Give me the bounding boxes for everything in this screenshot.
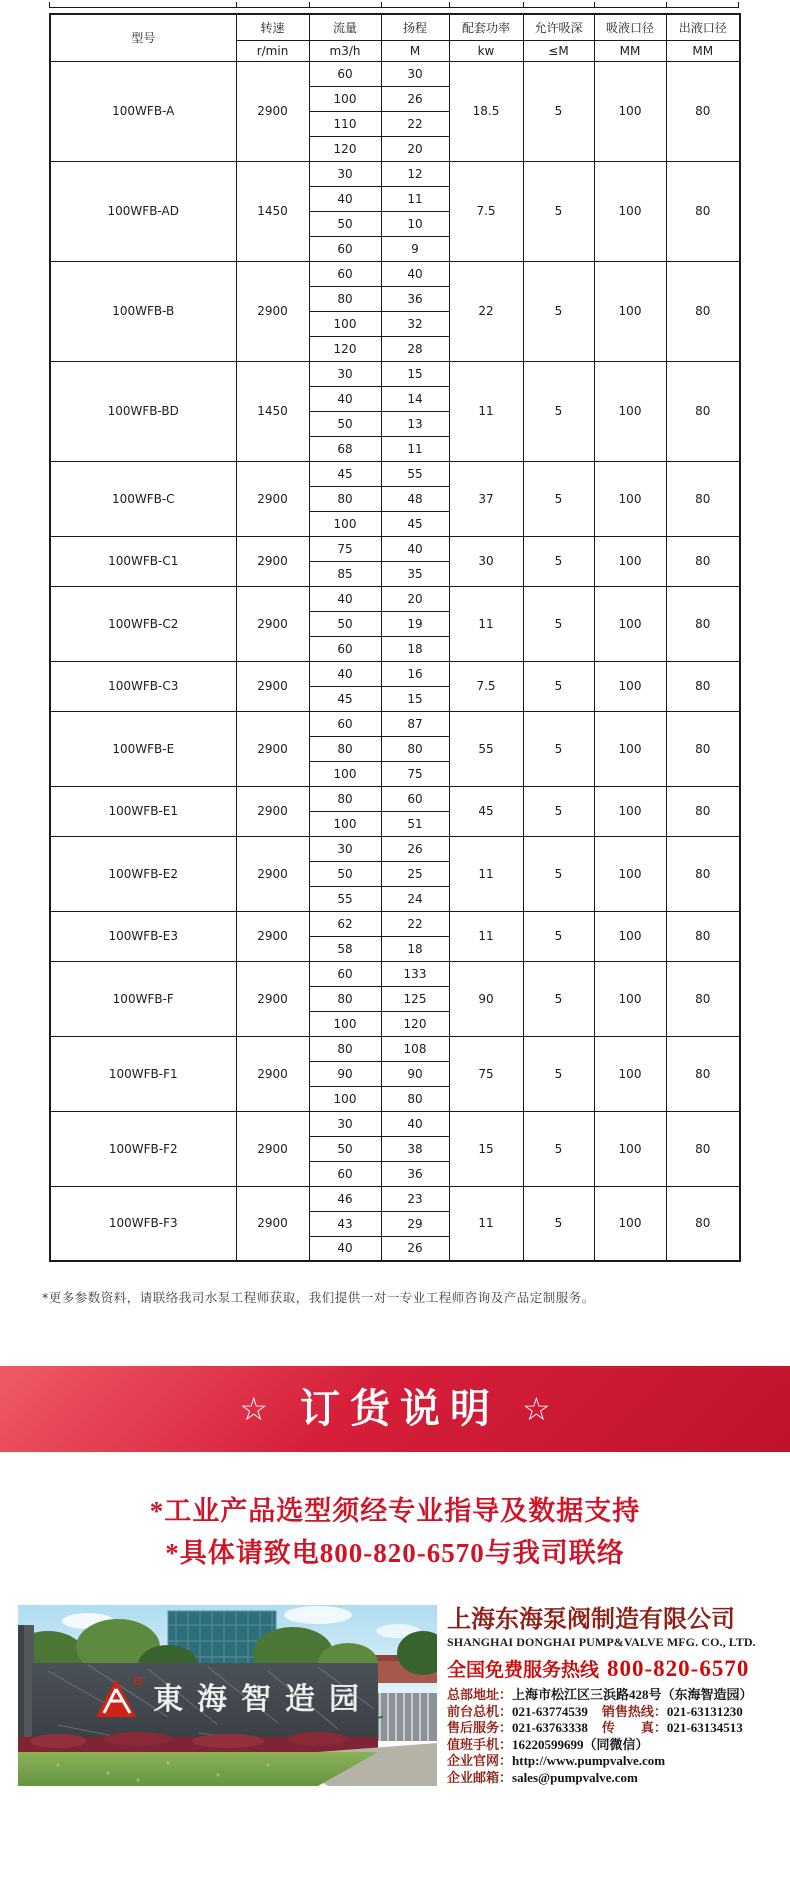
flow-cell: 40 (309, 586, 381, 611)
head-cell: 40 (381, 1111, 449, 1136)
star-icon: ☆ (239, 1390, 268, 1428)
flow-cell: 90 (309, 1061, 381, 1086)
model-cell: 100WFB-F3 (50, 1186, 236, 1261)
flow-cell: 80 (309, 1036, 381, 1061)
contact-label: 售后服务： (447, 1720, 513, 1735)
speed-cell: 2900 (236, 961, 309, 1036)
speed-cell: 2900 (236, 461, 309, 536)
divider (381, 2, 382, 7)
outlet-cell: 80 (666, 61, 740, 161)
divider (236, 2, 237, 7)
flow-cell: 62 (309, 911, 381, 936)
flow-cell: 80 (309, 486, 381, 511)
power-cell: 75 (449, 1036, 523, 1111)
outlet-cell: 80 (666, 1111, 740, 1186)
head-cell: 45 (381, 511, 449, 536)
model-cell: 100WFB-E (50, 711, 236, 786)
outlet-cell: 80 (666, 836, 740, 911)
photo-fence (376, 1693, 437, 1741)
contact-label: 值班手机： (447, 1736, 513, 1752)
suction-cell: 5 (523, 1111, 594, 1186)
inlet-cell: 100 (594, 586, 666, 661)
speed-cell: 2900 (236, 1186, 309, 1261)
col-header-inlet: 吸液口径 (594, 14, 666, 40)
hotline (447, 1655, 777, 1682)
model-cell: 100WFB-E1 (50, 786, 236, 836)
hotline-number: 800-820-6570 (607, 1656, 750, 1681)
head-cell: 26 (381, 1236, 449, 1261)
contact-pair (602, 1704, 743, 1719)
header-row-names (50, 14, 740, 40)
table-row (50, 661, 740, 686)
speed-cell: 2900 (236, 1111, 309, 1186)
flow-cell: 60 (309, 1161, 381, 1186)
contact-label: 企业邮箱： (447, 1769, 513, 1785)
model-cell: 100WFB-AD (50, 161, 236, 261)
sign-text: 東海智造园 (153, 1682, 373, 1717)
head-cell: 35 (381, 561, 449, 586)
outlet-cell: 80 (666, 361, 740, 461)
power-cell: 22 (449, 261, 523, 361)
flow-cell: 45 (309, 686, 381, 711)
flow-cell: 80 (309, 736, 381, 761)
divider (523, 2, 524, 7)
head-cell: 16 (381, 661, 449, 686)
head-cell: 24 (381, 886, 449, 911)
head-cell: 20 (381, 586, 449, 611)
model-cell: 100WFB-B (50, 261, 236, 361)
flow-cell: 30 (309, 1111, 381, 1136)
outlet-cell: 80 (666, 1036, 740, 1111)
head-cell: 18 (381, 636, 449, 661)
head-cell: 20 (381, 136, 449, 161)
head-cell: 9 (381, 236, 449, 261)
head-cell: 15 (381, 686, 449, 711)
table-row (50, 261, 740, 286)
company-name-en: SHANGHAI DONGHAI PUMP&VALVE MFG. CO., LTD. (447, 1635, 756, 1649)
contact-line (447, 1753, 777, 1770)
head-cell: 90 (381, 1061, 449, 1086)
outlet-cell: 80 (666, 261, 740, 361)
contact-line (447, 1720, 777, 1737)
suction-cell: 5 (523, 661, 594, 711)
flow-cell: 40 (309, 186, 381, 211)
contact-line (447, 1770, 777, 1787)
outlet-cell: 80 (666, 786, 740, 836)
head-cell: 14 (381, 386, 449, 411)
table-row (50, 836, 740, 861)
suction-cell: 5 (523, 961, 594, 1036)
head-cell: 15 (381, 361, 449, 386)
company-name-cn: 上海东海泵阀制造有限公司 (447, 1607, 735, 1633)
contact-line (447, 1687, 777, 1704)
unit-outlet: MM (666, 40, 740, 61)
suction-cell: 5 (523, 61, 594, 161)
photo-sign-wall (32, 1663, 378, 1743)
power-cell: 55 (449, 711, 523, 786)
model-cell: 100WFB-C1 (50, 536, 236, 586)
speed-cell: 2900 (236, 836, 309, 911)
suction-cell: 5 (523, 1036, 594, 1111)
flow-cell: 46 (309, 1186, 381, 1211)
head-cell: 22 (381, 111, 449, 136)
model-cell: 100WFB-F2 (50, 1111, 236, 1186)
power-cell: 18.5 (449, 61, 523, 161)
flow-cell: 40 (309, 386, 381, 411)
power-cell: 11 (449, 586, 523, 661)
power-cell: 11 (449, 911, 523, 961)
flow-cell: 60 (309, 636, 381, 661)
head-cell: 18 (381, 936, 449, 961)
flow-cell: 75 (309, 536, 381, 561)
contact-value: 021-63763338 (512, 1720, 588, 1735)
speed-cell: 2900 (236, 711, 309, 786)
inlet-cell: 100 (594, 711, 666, 786)
head-cell: 38 (381, 1136, 449, 1161)
inlet-cell: 100 (594, 836, 666, 911)
flow-cell: 80 (309, 986, 381, 1011)
power-cell: 90 (449, 961, 523, 1036)
inlet-cell: 100 (594, 461, 666, 536)
hotline-label: 全国免费服务热线 (447, 1660, 600, 1681)
power-cell: 7.5 (449, 661, 523, 711)
divider (666, 2, 667, 7)
head-cell: 133 (381, 961, 449, 986)
suction-cell: 5 (523, 536, 594, 586)
inlet-cell: 100 (594, 961, 666, 1036)
head-cell: 36 (381, 286, 449, 311)
table-row (50, 536, 740, 561)
head-cell: 120 (381, 1011, 449, 1036)
flow-cell: 43 (309, 1211, 381, 1236)
unit-head: M (381, 40, 449, 61)
head-cell: 108 (381, 1036, 449, 1061)
head-cell: 11 (381, 186, 449, 211)
outlet-cell: 80 (666, 461, 740, 536)
col-header-suction: 允许吸深 (523, 14, 594, 40)
head-cell: 80 (381, 1086, 449, 1111)
col-header-model: 型号 (50, 14, 236, 61)
flow-cell: 100 (309, 761, 381, 786)
speed-cell: 2900 (236, 261, 309, 361)
footnote: *更多参数资料，请联络我司水泵工程师获取，我们提供一对一专业工程师咨询及产品定制服务。 (42, 1290, 595, 1305)
suction-cell: 5 (523, 711, 594, 786)
flow-cell: 100 (309, 311, 381, 336)
table-row (50, 586, 740, 611)
head-cell: 26 (381, 836, 449, 861)
col-header-power: 配套功率 (449, 14, 523, 40)
company-info (447, 1605, 777, 1786)
head-cell: 125 (381, 986, 449, 1011)
contact-value: sales@pumpvalve.com (512, 1769, 638, 1785)
outlet-cell: 80 (666, 586, 740, 661)
table-row (50, 161, 740, 186)
head-cell: 87 (381, 711, 449, 736)
head-cell: 11 (381, 436, 449, 461)
inlet-cell: 100 (594, 61, 666, 161)
table-row (50, 961, 740, 986)
contact-list (447, 1687, 777, 1786)
unit-speed: r/min (236, 40, 309, 61)
model-cell: 100WFB-C (50, 461, 236, 536)
flow-cell: 68 (309, 436, 381, 461)
head-cell: 28 (381, 336, 449, 361)
flow-cell: 100 (309, 511, 381, 536)
notice-block (0, 1496, 790, 1568)
flow-cell: 100 (309, 1086, 381, 1111)
flow-cell: 120 (309, 136, 381, 161)
outlet-cell: 80 (666, 661, 740, 711)
head-cell: 32 (381, 311, 449, 336)
suction-cell: 5 (523, 836, 594, 911)
speed-cell: 1450 (236, 361, 309, 461)
model-cell: 100WFB-BD (50, 361, 236, 461)
suction-cell: 5 (523, 161, 594, 261)
table-row (50, 361, 740, 386)
model-cell: 100WFB-E3 (50, 911, 236, 961)
inlet-cell: 100 (594, 1036, 666, 1111)
flow-cell: 40 (309, 661, 381, 686)
suction-cell: 5 (523, 1186, 594, 1261)
inlet-cell: 100 (594, 536, 666, 586)
contact-label: 总部地址： (447, 1687, 513, 1702)
model-cell: 100WFB-F1 (50, 1036, 236, 1111)
contact-value: http://www.pumpvalve.com (512, 1753, 666, 1768)
head-cell: 22 (381, 911, 449, 936)
speed-cell: 2900 (236, 786, 309, 836)
col-header-outlet: 出液口径 (666, 14, 740, 40)
suction-cell: 5 (523, 786, 594, 836)
spec-table-body (50, 61, 740, 1261)
head-cell: 25 (381, 861, 449, 886)
outlet-cell: 80 (666, 911, 740, 961)
outlet-cell: 80 (666, 1186, 740, 1261)
flow-cell: 50 (309, 861, 381, 886)
col-header-flow: 流量 (309, 14, 381, 40)
power-cell: 11 (449, 1186, 523, 1261)
notice-line: *具体请致电800-820-6570与我司联络 (165, 1538, 625, 1568)
head-cell: 23 (381, 1186, 449, 1211)
speed-cell: 2900 (236, 586, 309, 661)
inlet-cell: 100 (594, 1111, 666, 1186)
contact-pair (447, 1720, 588, 1735)
inlet-cell: 100 (594, 786, 666, 836)
contact-label: 前台总机： (447, 1703, 513, 1719)
company-entrance-photo (18, 1605, 437, 1786)
suction-cell: 5 (523, 261, 594, 361)
flow-cell: 50 (309, 411, 381, 436)
head-cell: 36 (381, 1161, 449, 1186)
contact-pair (447, 1737, 649, 1752)
table-row (50, 61, 740, 86)
flow-cell: 60 (309, 61, 381, 86)
power-cell: 15 (449, 1111, 523, 1186)
contact-pair (447, 1704, 588, 1719)
model-cell: 100WFB-A (50, 61, 236, 161)
table-row (50, 786, 740, 811)
power-cell: 45 (449, 786, 523, 836)
speed-cell: 2900 (236, 61, 309, 161)
table-row (50, 1186, 740, 1211)
contact-line (447, 1704, 777, 1721)
contact-pair (447, 1753, 665, 1768)
contact-line (447, 1737, 777, 1754)
outlet-cell: 80 (666, 161, 740, 261)
col-header-head: 扬程 (381, 14, 449, 40)
unit-flow: m3/h (309, 40, 381, 61)
model-cell: 100WFB-F (50, 961, 236, 1036)
unit-inlet: MM (594, 40, 666, 61)
speed-cell: 2900 (236, 661, 309, 711)
power-cell: 11 (449, 361, 523, 461)
divider (309, 2, 310, 7)
photo-lawn (18, 1752, 378, 1786)
table-row (50, 1111, 740, 1136)
head-cell: 12 (381, 161, 449, 186)
flow-cell: 50 (309, 1136, 381, 1161)
head-cell: 30 (381, 61, 449, 86)
unit-power: kw (449, 40, 523, 61)
flow-cell: 45 (309, 461, 381, 486)
flow-cell: 110 (309, 111, 381, 136)
flow-cell: 40 (309, 1236, 381, 1261)
flow-cell: 100 (309, 86, 381, 111)
table-row (50, 1036, 740, 1061)
speed-cell: 1450 (236, 161, 309, 261)
contact-value: 021-63131230 (666, 1703, 743, 1719)
contact-label: 传 真： (601, 1720, 667, 1735)
inlet-cell: 100 (594, 1186, 666, 1261)
col-header-speed: 转速 (236, 14, 309, 40)
suction-cell: 5 (523, 586, 594, 661)
outlet-cell: 80 (666, 711, 740, 786)
inlet-cell: 100 (594, 911, 666, 961)
model-cell: 100WFB-C2 (50, 586, 236, 661)
spec-table (49, 13, 741, 1262)
contact-value: 021-63774539 (512, 1703, 588, 1719)
head-cell: 48 (381, 486, 449, 511)
head-cell: 60 (381, 786, 449, 811)
flow-cell: 85 (309, 561, 381, 586)
inlet-cell: 100 (594, 261, 666, 361)
contact-label: 企业官网： (447, 1753, 513, 1768)
inlet-cell: 100 (594, 661, 666, 711)
head-cell: 80 (381, 736, 449, 761)
flow-cell: 30 (309, 161, 381, 186)
power-cell: 11 (449, 836, 523, 911)
flow-cell: 60 (309, 236, 381, 261)
spec-table-header (50, 14, 740, 61)
flow-cell: 30 (309, 836, 381, 861)
contact-pair (602, 1720, 743, 1735)
suction-cell: 5 (523, 911, 594, 961)
inlet-cell: 100 (594, 161, 666, 261)
head-cell: 13 (381, 411, 449, 436)
table-row (50, 461, 740, 486)
flow-cell: 80 (309, 286, 381, 311)
head-cell: 75 (381, 761, 449, 786)
head-cell: 55 (381, 461, 449, 486)
head-cell: 51 (381, 811, 449, 836)
head-cell: 29 (381, 1211, 449, 1236)
order-info-banner (0, 1366, 790, 1452)
outlet-cell: 80 (666, 536, 740, 586)
flow-cell: 120 (309, 336, 381, 361)
head-cell: 19 (381, 611, 449, 636)
flow-cell: 55 (309, 886, 381, 911)
contact-pair (447, 1770, 638, 1785)
flow-cell: 60 (309, 261, 381, 286)
flow-cell: 100 (309, 1011, 381, 1036)
flow-cell: 58 (309, 936, 381, 961)
inlet-cell: 100 (594, 361, 666, 461)
contact-label: 销售热线： (601, 1703, 667, 1719)
star-icon: ☆ (522, 1390, 551, 1428)
previous-table-edge (49, 2, 739, 8)
contact-value: 021-63134513 (666, 1720, 743, 1735)
flow-cell: 50 (309, 611, 381, 636)
company-section (0, 1605, 790, 1786)
contact-value: 上海市松江区三浜路428号（东海智造园） (512, 1687, 753, 1702)
speed-cell: 2900 (236, 911, 309, 961)
flow-cell: 50 (309, 211, 381, 236)
flow-cell: 60 (309, 961, 381, 986)
power-cell: 7.5 (449, 161, 523, 261)
contact-value: 16220599699（同微信） (512, 1736, 649, 1752)
flow-cell: 80 (309, 786, 381, 811)
divider (594, 2, 595, 7)
head-cell: 10 (381, 211, 449, 236)
power-cell: 37 (449, 461, 523, 536)
contact-pair (447, 1687, 753, 1702)
suction-cell: 5 (523, 461, 594, 536)
divider (449, 2, 450, 7)
model-cell: 100WFB-E2 (50, 836, 236, 911)
head-cell: 40 (381, 261, 449, 286)
power-cell: 30 (449, 536, 523, 586)
outlet-cell: 80 (666, 961, 740, 1036)
table-row (50, 911, 740, 936)
flow-cell: 100 (309, 811, 381, 836)
unit-suction: ≤M (523, 40, 594, 61)
head-cell: 26 (381, 86, 449, 111)
banner-title: 订货说明 (300, 1386, 500, 1432)
table-row (50, 711, 740, 736)
flow-cell: 30 (309, 361, 381, 386)
flow-cell: 60 (309, 711, 381, 736)
model-cell: 100WFB-C3 (50, 661, 236, 711)
speed-cell: 2900 (236, 536, 309, 586)
suction-cell: 5 (523, 361, 594, 461)
speed-cell: 2900 (236, 1036, 309, 1111)
notice-line: *工业产品选型须经专业指导及数据支持 (149, 1496, 641, 1526)
head-cell: 40 (381, 536, 449, 561)
